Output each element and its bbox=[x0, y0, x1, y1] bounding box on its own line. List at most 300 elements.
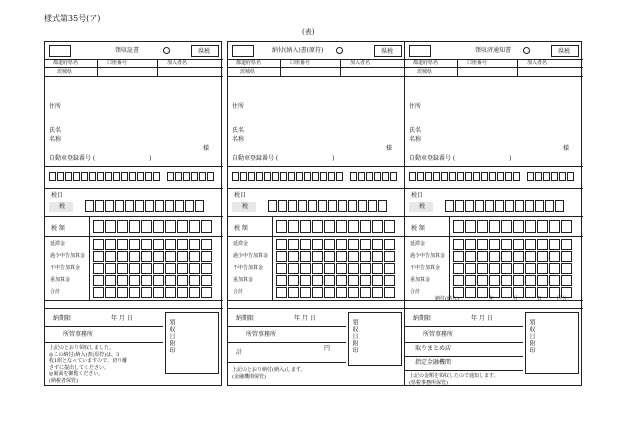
code-box[interactable] bbox=[350, 172, 397, 181]
tax-code-box[interactable] bbox=[85, 200, 204, 212]
amount-box-cell[interactable] bbox=[537, 263, 548, 274]
tax-code-box-cell[interactable] bbox=[358, 200, 367, 212]
amount-box-cell[interactable] bbox=[477, 251, 488, 262]
amount-box-cell[interactable] bbox=[312, 275, 323, 286]
amount-box-cell[interactable] bbox=[324, 275, 335, 286]
amount-box-cell[interactable] bbox=[300, 275, 311, 286]
amount-box-cell[interactable] bbox=[276, 239, 287, 250]
amount-box-cell[interactable] bbox=[489, 263, 500, 274]
amount-box-cell[interactable] bbox=[477, 239, 488, 250]
amount-box-cell[interactable] bbox=[189, 275, 200, 286]
code-box-cell[interactable] bbox=[264, 172, 271, 181]
tax-code-box-cell[interactable] bbox=[555, 200, 564, 212]
amount-box-cell[interactable] bbox=[384, 239, 395, 250]
amount-box[interactable] bbox=[276, 239, 395, 250]
code-box-cell[interactable] bbox=[105, 172, 112, 181]
corner-box[interactable] bbox=[409, 45, 431, 57]
code-box[interactable] bbox=[232, 172, 303, 181]
tax-code-box-cell[interactable] bbox=[105, 200, 114, 212]
code-box-cell[interactable] bbox=[129, 172, 136, 181]
amount-box-cell[interactable] bbox=[465, 287, 476, 298]
tax-code-box-cell[interactable] bbox=[135, 200, 144, 212]
amount-box-cell[interactable] bbox=[501, 275, 512, 286]
code-box-cell[interactable] bbox=[65, 172, 72, 181]
amount-box-cell[interactable] bbox=[360, 220, 371, 233]
tax-code-box-cell[interactable] bbox=[445, 200, 454, 212]
amount-box-cell[interactable] bbox=[141, 287, 152, 298]
tax-code-box-cell[interactable] bbox=[368, 200, 377, 212]
amount-box-cell[interactable] bbox=[117, 220, 128, 233]
amount-box-cell[interactable] bbox=[300, 220, 311, 233]
amount-box-cell[interactable] bbox=[153, 251, 164, 262]
amount-box-cell[interactable] bbox=[117, 287, 128, 298]
tax-code-box-cell[interactable] bbox=[328, 200, 337, 212]
code-box-cell[interactable] bbox=[433, 172, 440, 181]
code-box-cell[interactable] bbox=[183, 172, 190, 181]
amount-box-cell[interactable] bbox=[465, 251, 476, 262]
amount-box-cell[interactable] bbox=[288, 251, 299, 262]
amount-box-cell[interactable] bbox=[300, 263, 311, 274]
amount-box-cell[interactable] bbox=[276, 287, 287, 298]
code-box-cell[interactable] bbox=[513, 172, 520, 181]
code-box-cell[interactable] bbox=[288, 172, 295, 181]
code-box-cell[interactable] bbox=[73, 172, 80, 181]
amount-box-cell[interactable] bbox=[525, 287, 536, 298]
tax-code-box-cell[interactable] bbox=[545, 200, 554, 212]
amount-box-cell[interactable] bbox=[153, 220, 164, 233]
code-box-cell[interactable] bbox=[543, 172, 550, 181]
amount-box-cell[interactable] bbox=[105, 239, 116, 250]
code-box-cell[interactable] bbox=[425, 172, 432, 181]
code-box-cell[interactable] bbox=[457, 172, 464, 181]
amount-box-cell[interactable] bbox=[129, 275, 140, 286]
amount-box-cell[interactable] bbox=[165, 239, 176, 250]
amount-box-cell[interactable] bbox=[165, 275, 176, 286]
code-box-cell[interactable] bbox=[527, 172, 534, 181]
amount-box-cell[interactable] bbox=[276, 275, 287, 286]
amount-box-cell[interactable] bbox=[288, 263, 299, 274]
code-box-cell[interactable] bbox=[304, 172, 311, 181]
amount-box-cell[interactable] bbox=[372, 275, 383, 286]
tax-code-box-cell[interactable] bbox=[195, 200, 204, 212]
amount-box-cell[interactable] bbox=[384, 275, 395, 286]
code-box-cell[interactable] bbox=[441, 172, 448, 181]
tax-code-box-cell[interactable] bbox=[95, 200, 104, 212]
amount-box-cell[interactable] bbox=[336, 287, 347, 298]
code-box-cell[interactable] bbox=[328, 172, 335, 181]
code-box-cell[interactable] bbox=[153, 172, 160, 181]
amount-box-cell[interactable] bbox=[489, 251, 500, 262]
amount-box-cell[interactable] bbox=[129, 220, 140, 233]
amount-box-cell[interactable] bbox=[360, 275, 371, 286]
amount-box-cell[interactable] bbox=[105, 263, 116, 274]
amount-box-cell[interactable] bbox=[348, 263, 359, 274]
amount-box[interactable] bbox=[453, 263, 572, 274]
amount-box-cell[interactable] bbox=[561, 239, 572, 250]
code-box-cell[interactable] bbox=[382, 172, 389, 181]
corner-box[interactable] bbox=[232, 45, 254, 57]
tax-code-box[interactable] bbox=[268, 200, 387, 212]
code-box-cell[interactable] bbox=[312, 172, 319, 181]
amount-box-cell[interactable] bbox=[165, 287, 176, 298]
amount-box-cell[interactable] bbox=[117, 251, 128, 262]
amount-box-cell[interactable] bbox=[525, 251, 536, 262]
amount-box-cell[interactable] bbox=[141, 263, 152, 274]
code-box-cell[interactable] bbox=[559, 172, 566, 181]
amount-box-cell[interactable] bbox=[93, 275, 104, 286]
amount-box-cell[interactable] bbox=[129, 263, 140, 274]
amount-box-cell[interactable] bbox=[489, 239, 500, 250]
amount-box-cell[interactable] bbox=[117, 239, 128, 250]
code-box-cell[interactable] bbox=[232, 172, 239, 181]
amount-box-cell[interactable] bbox=[288, 220, 299, 233]
amount-box-cell[interactable] bbox=[300, 239, 311, 250]
code-box[interactable] bbox=[481, 172, 520, 181]
amount-box-cell[interactable] bbox=[300, 287, 311, 298]
amount-box-cell[interactable] bbox=[372, 220, 383, 233]
amount-box-cell[interactable] bbox=[153, 263, 164, 274]
tax-code-box-cell[interactable] bbox=[495, 200, 504, 212]
tax-code-box-cell[interactable] bbox=[465, 200, 474, 212]
tax-code-box-cell[interactable] bbox=[535, 200, 544, 212]
code-box-cell[interactable] bbox=[489, 172, 496, 181]
amount-box-cell[interactable] bbox=[300, 251, 311, 262]
amount-box-cell[interactable] bbox=[477, 263, 488, 274]
tax-code-box-cell[interactable] bbox=[125, 200, 134, 212]
code-box-cell[interactable] bbox=[256, 172, 263, 181]
amount-box-cell[interactable] bbox=[348, 239, 359, 250]
code-box-cell[interactable] bbox=[81, 172, 88, 181]
code-box-cell[interactable] bbox=[551, 172, 558, 181]
amount-box[interactable] bbox=[93, 287, 212, 298]
amount-box-cell[interactable] bbox=[372, 251, 383, 262]
amount-box-cell[interactable] bbox=[384, 263, 395, 274]
code-box-cell[interactable] bbox=[350, 172, 357, 181]
amount-box-cell[interactable] bbox=[153, 275, 164, 286]
code-box-cell[interactable] bbox=[296, 172, 303, 181]
amount-box-cell[interactable] bbox=[177, 251, 188, 262]
amount-box-cell[interactable] bbox=[477, 275, 488, 286]
amount-box-cell[interactable] bbox=[453, 251, 464, 262]
amount-box-cell[interactable] bbox=[93, 220, 104, 233]
code-box[interactable] bbox=[409, 172, 480, 181]
amount-box-cell[interactable] bbox=[165, 251, 176, 262]
amount-box-cell[interactable] bbox=[93, 239, 104, 250]
amount-box-cell[interactable] bbox=[465, 275, 476, 286]
code-box-cell[interactable] bbox=[145, 172, 152, 181]
amount-box-cell[interactable] bbox=[348, 220, 359, 233]
amount-box-cell[interactable] bbox=[384, 220, 395, 233]
code-box[interactable] bbox=[167, 172, 214, 181]
tax-code-box-cell[interactable] bbox=[288, 200, 297, 212]
amount-box[interactable] bbox=[93, 275, 212, 286]
amount-box-cell[interactable] bbox=[549, 251, 560, 262]
tax-code-box-cell[interactable] bbox=[515, 200, 524, 212]
amount-box-cell[interactable] bbox=[453, 263, 464, 274]
amount-box-cell[interactable] bbox=[324, 251, 335, 262]
amount-box[interactable] bbox=[276, 220, 395, 233]
tax-code-box-cell[interactable] bbox=[115, 200, 124, 212]
amount-box[interactable] bbox=[453, 251, 572, 262]
amount-box-cell[interactable] bbox=[477, 287, 488, 298]
amount-box-cell[interactable] bbox=[360, 239, 371, 250]
amount-box-cell[interactable] bbox=[201, 275, 212, 286]
amount-box-cell[interactable] bbox=[177, 275, 188, 286]
code-box-cell[interactable] bbox=[535, 172, 542, 181]
amount-box-cell[interactable] bbox=[189, 239, 200, 250]
code-box[interactable] bbox=[527, 172, 574, 181]
amount-box-cell[interactable] bbox=[141, 251, 152, 262]
amount-box-cell[interactable] bbox=[561, 275, 572, 286]
amount-box-cell[interactable] bbox=[141, 239, 152, 250]
amount-box-cell[interactable] bbox=[501, 251, 512, 262]
amount-box-cell[interactable] bbox=[288, 239, 299, 250]
amount-box[interactable] bbox=[276, 275, 395, 286]
tax-code-box[interactable] bbox=[445, 200, 564, 212]
amount-box-cell[interactable] bbox=[93, 263, 104, 274]
code-box-cell[interactable] bbox=[121, 172, 128, 181]
amount-box-cell[interactable] bbox=[453, 275, 464, 286]
tax-code-box-cell[interactable] bbox=[85, 200, 94, 212]
code-box-cell[interactable] bbox=[113, 172, 120, 181]
code-box-cell[interactable] bbox=[89, 172, 96, 181]
amount-box-cell[interactable] bbox=[276, 251, 287, 262]
amount-box[interactable] bbox=[276, 287, 395, 298]
amount-box-cell[interactable] bbox=[141, 275, 152, 286]
amount-box-cell[interactable] bbox=[177, 220, 188, 233]
tax-code-box-cell[interactable] bbox=[485, 200, 494, 212]
amount-box-cell[interactable] bbox=[501, 239, 512, 250]
amount-box-cell[interactable] bbox=[177, 239, 188, 250]
code-box-cell[interactable] bbox=[191, 172, 198, 181]
amount-box-cell[interactable] bbox=[549, 239, 560, 250]
amount-box-cell[interactable] bbox=[129, 251, 140, 262]
tax-code-box-cell[interactable] bbox=[308, 200, 317, 212]
code-box-cell[interactable] bbox=[240, 172, 247, 181]
code-box-cell[interactable] bbox=[207, 172, 214, 181]
amount-box-cell[interactable] bbox=[465, 263, 476, 274]
amount-box-cell[interactable] bbox=[129, 239, 140, 250]
amount-box-cell[interactable] bbox=[525, 220, 536, 233]
amount-box-cell[interactable] bbox=[561, 220, 572, 233]
code-box-cell[interactable] bbox=[137, 172, 144, 181]
tax-code-box-cell[interactable] bbox=[145, 200, 154, 212]
code-box-cell[interactable] bbox=[449, 172, 456, 181]
code-box-cell[interactable] bbox=[390, 172, 397, 181]
code-box-cell[interactable] bbox=[167, 172, 174, 181]
amount-box-cell[interactable] bbox=[537, 220, 548, 233]
code-box-cell[interactable] bbox=[280, 172, 287, 181]
amount-box-cell[interactable] bbox=[312, 239, 323, 250]
amount-box-cell[interactable] bbox=[384, 251, 395, 262]
code-box-cell[interactable] bbox=[567, 172, 574, 181]
amount-box-cell[interactable] bbox=[372, 239, 383, 250]
amount-box-cell[interactable] bbox=[201, 239, 212, 250]
amount-box[interactable] bbox=[93, 220, 212, 233]
amount-box-cell[interactable] bbox=[525, 263, 536, 274]
amount-box-cell[interactable] bbox=[360, 251, 371, 262]
code-box-cell[interactable] bbox=[481, 172, 488, 181]
code-box-cell[interactable] bbox=[505, 172, 512, 181]
amount-box-cell[interactable] bbox=[336, 239, 347, 250]
amount-box-cell[interactable] bbox=[165, 220, 176, 233]
amount-box-cell[interactable] bbox=[93, 251, 104, 262]
amount-box[interactable] bbox=[453, 220, 572, 233]
amount-box-cell[interactable] bbox=[189, 287, 200, 298]
tax-code-box-cell[interactable] bbox=[268, 200, 277, 212]
amount-box-cell[interactable] bbox=[336, 263, 347, 274]
amount-box-cell[interactable] bbox=[549, 275, 560, 286]
amount-box-cell[interactable] bbox=[477, 220, 488, 233]
tax-code-box-cell[interactable] bbox=[378, 200, 387, 212]
tax-code-box-cell[interactable] bbox=[278, 200, 287, 212]
tax-code-box-cell[interactable] bbox=[475, 200, 484, 212]
amount-box-cell[interactable] bbox=[105, 275, 116, 286]
amount-box-cell[interactable] bbox=[324, 239, 335, 250]
amount-box-cell[interactable] bbox=[513, 220, 524, 233]
code-box-cell[interactable] bbox=[49, 172, 56, 181]
amount-box-cell[interactable] bbox=[177, 263, 188, 274]
amount-box-cell[interactable] bbox=[93, 287, 104, 298]
amount-box-cell[interactable] bbox=[288, 275, 299, 286]
amount-box-cell[interactable] bbox=[177, 287, 188, 298]
tax-code-box-cell[interactable] bbox=[505, 200, 514, 212]
amount-box-cell[interactable] bbox=[384, 287, 395, 298]
amount-box-cell[interactable] bbox=[165, 263, 176, 274]
amount-box-cell[interactable] bbox=[336, 251, 347, 262]
amount-box-cell[interactable] bbox=[360, 287, 371, 298]
amount-box-cell[interactable] bbox=[537, 275, 548, 286]
code-box-cell[interactable] bbox=[374, 172, 381, 181]
amount-box-cell[interactable] bbox=[189, 251, 200, 262]
tax-code-box-cell[interactable] bbox=[348, 200, 357, 212]
code-box-cell[interactable] bbox=[199, 172, 206, 181]
tax-code-box-cell[interactable] bbox=[338, 200, 347, 212]
amount-box-cell[interactable] bbox=[201, 287, 212, 298]
amount-box-cell[interactable] bbox=[288, 287, 299, 298]
code-box-cell[interactable] bbox=[366, 172, 373, 181]
amount-box-cell[interactable] bbox=[153, 287, 164, 298]
code-box-cell[interactable] bbox=[320, 172, 327, 181]
corner-box[interactable] bbox=[49, 45, 71, 57]
code-box-cell[interactable] bbox=[336, 172, 343, 181]
tax-code-box-cell[interactable] bbox=[525, 200, 534, 212]
amount-box-cell[interactable] bbox=[336, 275, 347, 286]
amount-box-cell[interactable] bbox=[276, 220, 287, 233]
amount-box-cell[interactable] bbox=[201, 220, 212, 233]
amount-box-cell[interactable] bbox=[312, 263, 323, 274]
amount-box[interactable] bbox=[93, 239, 212, 250]
amount-box-cell[interactable] bbox=[129, 287, 140, 298]
amount-box-cell[interactable] bbox=[537, 239, 548, 250]
code-box[interactable] bbox=[49, 172, 120, 181]
amount-box-cell[interactable] bbox=[360, 263, 371, 274]
tax-code-box-cell[interactable] bbox=[165, 200, 174, 212]
amount-box-cell[interactable] bbox=[105, 287, 116, 298]
amount-box[interactable] bbox=[453, 275, 572, 286]
amount-box-cell[interactable] bbox=[117, 263, 128, 274]
amount-box-cell[interactable] bbox=[465, 220, 476, 233]
amount-box-cell[interactable] bbox=[105, 220, 116, 233]
tax-code-box-cell[interactable] bbox=[298, 200, 307, 212]
amount-box-cell[interactable] bbox=[549, 263, 560, 274]
amount-box-cell[interactable] bbox=[336, 220, 347, 233]
amount-box-cell[interactable] bbox=[513, 239, 524, 250]
code-box-cell[interactable] bbox=[473, 172, 480, 181]
code-box[interactable] bbox=[304, 172, 343, 181]
amount-box-cell[interactable] bbox=[324, 220, 335, 233]
amount-box-cell[interactable] bbox=[348, 275, 359, 286]
amount-box[interactable] bbox=[276, 263, 395, 274]
code-box-cell[interactable] bbox=[272, 172, 279, 181]
amount-box-cell[interactable] bbox=[201, 251, 212, 262]
amount-box-cell[interactable] bbox=[513, 275, 524, 286]
amount-box-cell[interactable] bbox=[141, 220, 152, 233]
amount-box-cell[interactable] bbox=[561, 251, 572, 262]
amount-box-cell[interactable] bbox=[348, 287, 359, 298]
amount-box-cell[interactable] bbox=[561, 263, 572, 274]
amount-box[interactable] bbox=[93, 251, 212, 262]
amount-box-cell[interactable] bbox=[525, 275, 536, 286]
amount-box-cell[interactable] bbox=[501, 263, 512, 274]
code-box-cell[interactable] bbox=[97, 172, 104, 181]
amount-box-cell[interactable] bbox=[312, 220, 323, 233]
amount-box-cell[interactable] bbox=[453, 239, 464, 250]
amount-box-cell[interactable] bbox=[189, 220, 200, 233]
tax-code-box-cell[interactable] bbox=[318, 200, 327, 212]
code-box-cell[interactable] bbox=[417, 172, 424, 181]
amount-box-cell[interactable] bbox=[501, 220, 512, 233]
code-box-cell[interactable] bbox=[57, 172, 64, 181]
amount-box-cell[interactable] bbox=[312, 287, 323, 298]
amount-box-cell[interactable] bbox=[453, 220, 464, 233]
amount-box-cell[interactable] bbox=[201, 263, 212, 274]
amount-box-cell[interactable] bbox=[501, 287, 512, 298]
tax-code-box-cell[interactable] bbox=[155, 200, 164, 212]
amount-box-cell[interactable] bbox=[153, 239, 164, 250]
code-box-cell[interactable] bbox=[465, 172, 472, 181]
amount-box-cell[interactable] bbox=[324, 287, 335, 298]
code-box-cell[interactable] bbox=[497, 172, 504, 181]
code-box-cell[interactable] bbox=[358, 172, 365, 181]
amount-box-cell[interactable] bbox=[372, 263, 383, 274]
code-box[interactable] bbox=[121, 172, 160, 181]
amount-box-cell[interactable] bbox=[372, 287, 383, 298]
tax-code-box-cell[interactable] bbox=[175, 200, 184, 212]
code-box-cell[interactable] bbox=[175, 172, 182, 181]
amount-box[interactable] bbox=[276, 251, 395, 262]
amount-box-cell[interactable] bbox=[276, 263, 287, 274]
amount-box-cell[interactable] bbox=[489, 275, 500, 286]
tax-code-box-cell[interactable] bbox=[455, 200, 464, 212]
amount-box-cell[interactable] bbox=[312, 251, 323, 262]
amount-box-cell[interactable] bbox=[348, 251, 359, 262]
amount-box-cell[interactable] bbox=[465, 239, 476, 250]
amount-box-cell[interactable] bbox=[489, 220, 500, 233]
amount-box-cell[interactable] bbox=[537, 251, 548, 262]
amount-box-cell[interactable] bbox=[549, 220, 560, 233]
code-box-cell[interactable] bbox=[248, 172, 255, 181]
amount-box-cell[interactable] bbox=[324, 263, 335, 274]
amount-box-cell[interactable] bbox=[525, 239, 536, 250]
amount-box-cell[interactable] bbox=[105, 251, 116, 262]
code-box-cell[interactable] bbox=[409, 172, 416, 181]
amount-box-cell[interactable] bbox=[513, 251, 524, 262]
tax-code-box-cell[interactable] bbox=[185, 200, 194, 212]
amount-box[interactable] bbox=[93, 263, 212, 274]
amount-box-cell[interactable] bbox=[513, 263, 524, 274]
amount-box-cell[interactable] bbox=[117, 275, 128, 286]
